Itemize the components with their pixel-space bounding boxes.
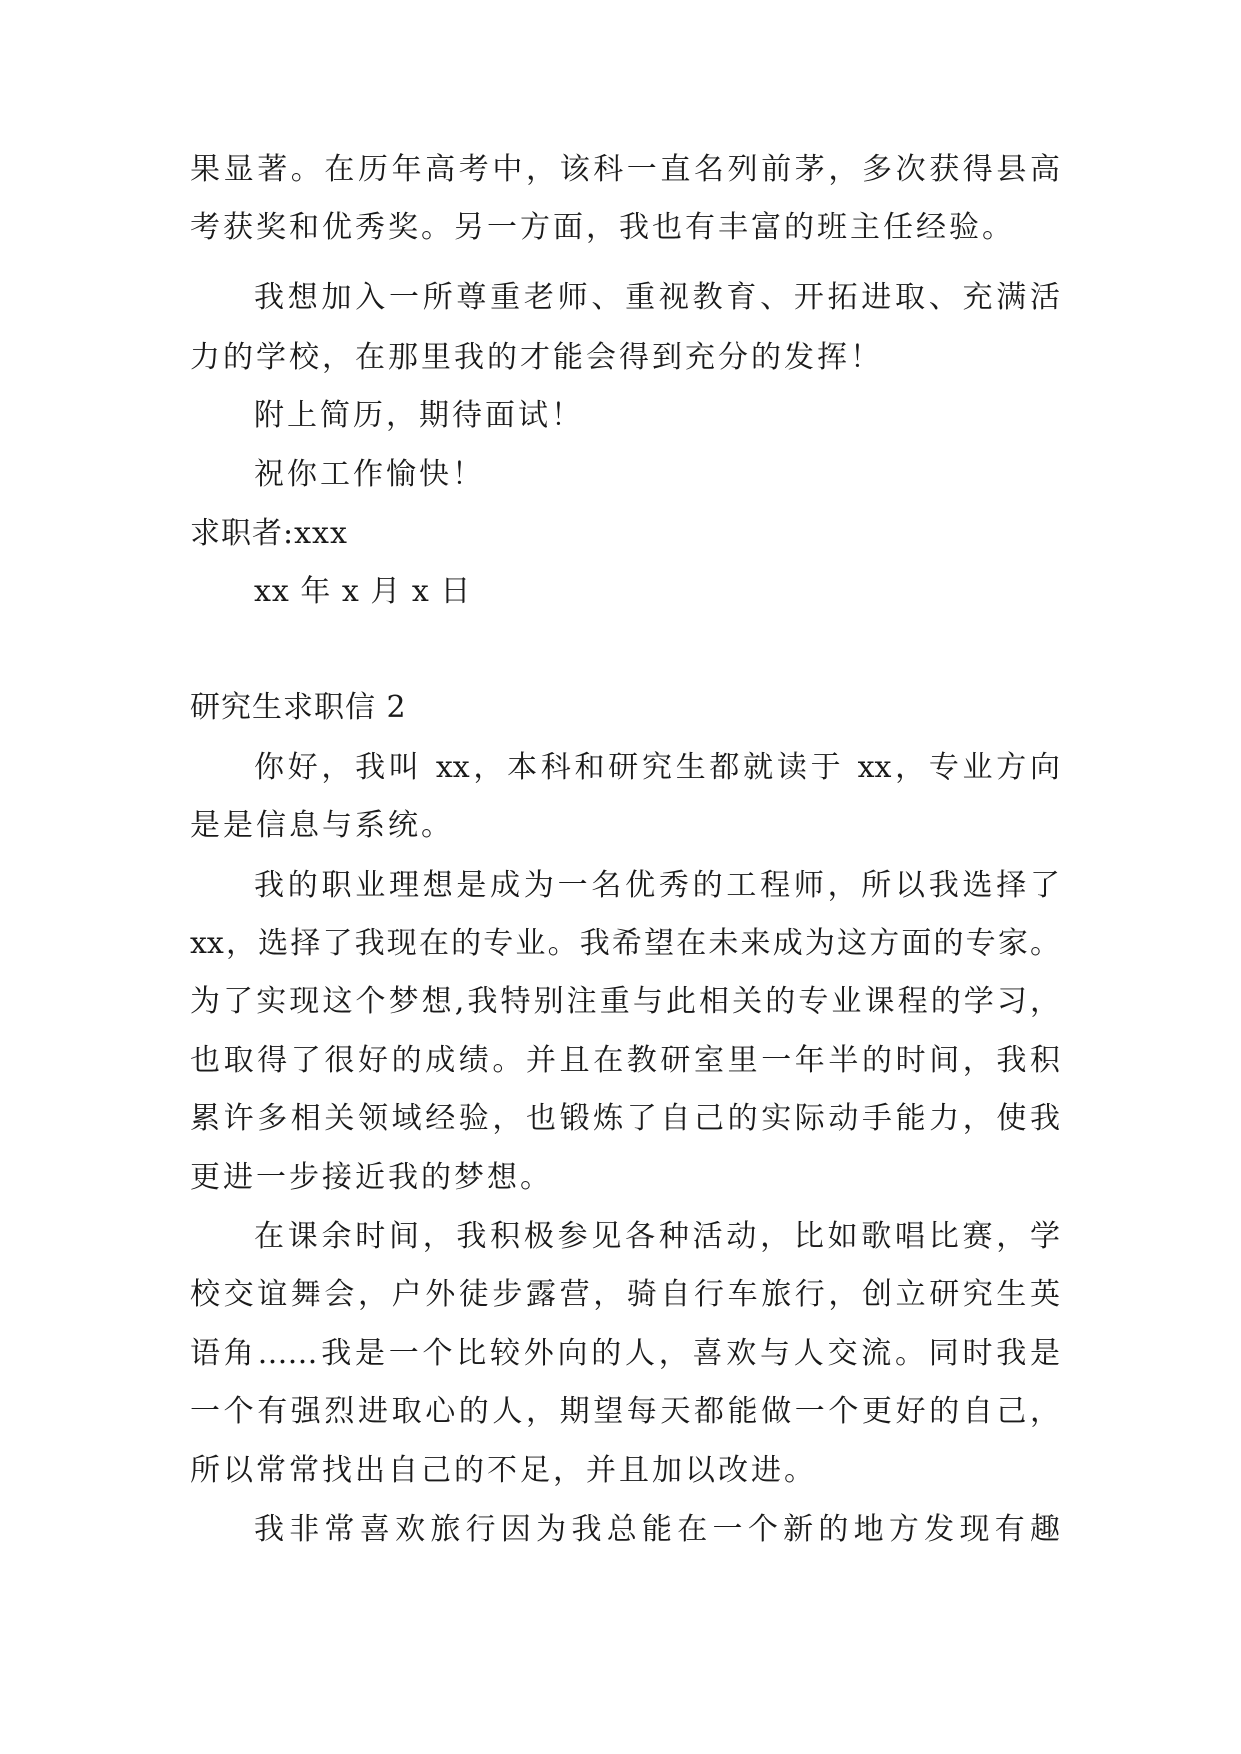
body-text-line: 你好，我叫 xx，本科和研究生都就读于 xx，专业方向 bbox=[254, 750, 1060, 785]
body-text-line: 语角……我是一个比较外向的人，喜欢与人交流。同时我是 bbox=[190, 1336, 1060, 1371]
body-text-line: 考获奖和优秀奖。另一方面，我也有丰富的班主任经验。 bbox=[190, 210, 1015, 245]
body-text-line: 力的学校，在那里我的才能会得到充分的发挥！ bbox=[190, 340, 883, 375]
body-text-line: 也取得了很好的成绩。并且在教研室里一年半的时间，我积 bbox=[190, 1043, 1060, 1078]
closing-line: 祝你工作愉快！ bbox=[254, 457, 485, 492]
body-text-line: 累许多相关领域经验，也锻炼了自己的实际动手能力，使我 bbox=[190, 1101, 1060, 1136]
body-text-line: xx，选择了我现在的专业。我希望在未来成为这方面的专家。 bbox=[190, 926, 1060, 961]
body-text-line: 我非常喜欢旅行因为我总能在一个新的地方发现有趣 bbox=[254, 1512, 1060, 1547]
body-text-line: 校交谊舞会，户外徒步露营，骑自行车旅行，创立研究生英 bbox=[190, 1277, 1060, 1312]
body-text-line: 是是信息与系统。 bbox=[190, 808, 454, 843]
applicant-signature: 求职者:xxx bbox=[190, 516, 348, 551]
section-title: 研究生求职信 2 bbox=[190, 690, 407, 725]
letter-date: xx 年 x 月 x 日 bbox=[254, 574, 472, 609]
body-text-line: 我想加入一所尊重老师、重视教育、开拓进取、充满活 bbox=[254, 280, 1060, 315]
body-text-line: 所以常常找出自己的不足，并且加以改进。 bbox=[190, 1453, 817, 1488]
body-text-line: 在课余时间，我积极参见各种活动，比如歌唱比赛，学 bbox=[254, 1219, 1060, 1254]
body-text-line: 更进一步接近我的梦想。 bbox=[190, 1160, 553, 1195]
body-text-line: 附上简历，期待面试！ bbox=[254, 398, 584, 433]
body-text-line: 为了实现这个梦想,我特别注重与此相关的专业课程的学习， bbox=[190, 984, 1060, 1019]
body-text-line: 果显著。在历年高考中，该科一直名列前茅，多次获得县高 bbox=[190, 152, 1060, 187]
body-text-line: 一个有强烈进取心的人，期望每天都能做一个更好的自己， bbox=[190, 1394, 1060, 1429]
body-text-line: 我的职业理想是成为一名优秀的工程师，所以我选择了 bbox=[254, 868, 1060, 903]
